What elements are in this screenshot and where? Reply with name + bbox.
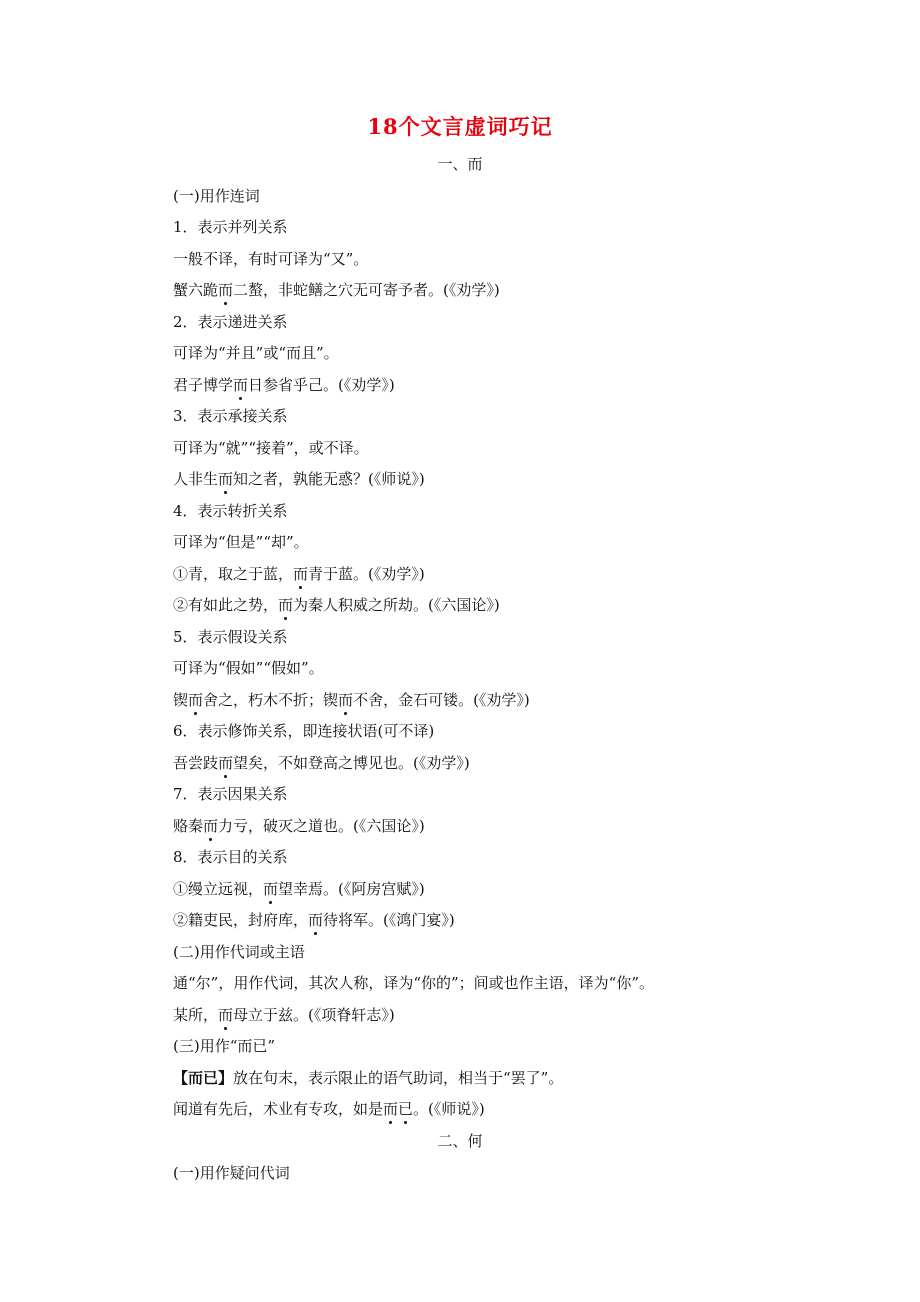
text-segment: 不舍，金石可镂。(《劝学》) (353, 691, 530, 709)
explanation: 可译为“就”“接着”，或不译。 (173, 439, 369, 457)
item-heading: 1．表示并列关系 (173, 218, 288, 236)
text-segment: ①缦立远视， (173, 880, 264, 898)
emphasized-char: 而 (188, 691, 204, 709)
text-segment: 舍之，朽木不折；锲 (203, 691, 339, 709)
text-segment: 某所， (173, 1006, 219, 1024)
emphasized-char: 而 (203, 817, 219, 835)
example-line (173, 878, 903, 900)
item-heading: 3．表示承接关系 (173, 407, 288, 425)
text-segment: 蟹六跪 (173, 281, 219, 299)
text-segment: 知之者，孰能无惑？(《师说》) (233, 470, 425, 488)
text-segment: 日参省乎己。(《劝学》) (248, 376, 395, 394)
text-segment: 为秦人积威之所劫。(《六国论》) (293, 596, 500, 614)
example-line (173, 594, 903, 616)
emphasized-char: 而 (218, 754, 234, 772)
text-segment: 。(《师说》) (413, 1100, 485, 1118)
item-heading: 2．表示递进关系 (173, 313, 288, 331)
subheading: (三)用作“而已” (173, 1037, 276, 1055)
example-line (173, 279, 903, 301)
text-segment: ②籍吏民，封府库， (173, 911, 309, 929)
item-heading: 8．表示目的关系 (173, 848, 288, 866)
text-segment: 力亏，破灭之道也。(《六国论》) (218, 817, 425, 835)
subheading: (一)用作连词 (173, 187, 260, 205)
text-segment: ②有如此之势， (173, 596, 279, 614)
text-segment: 锲 (173, 691, 189, 709)
example-line (173, 563, 903, 585)
explanation: 通“尔”，用作代词，其次人称，译为“你的”；间或也作主语，译为“你”。 (173, 974, 655, 992)
example-line (173, 1098, 903, 1120)
example-line (173, 752, 903, 774)
text-segment: 望矣，不如登高之博见也。(《劝学》) (233, 754, 470, 772)
emphasized-char: 而 (293, 565, 309, 583)
emphasized-char: 而 (218, 470, 234, 488)
explanation (173, 1067, 903, 1089)
explanation: 可译为“但是”“却”。 (173, 533, 309, 551)
text-segment: 赂秦 (173, 817, 204, 835)
emphasized-char: 而 (233, 376, 249, 394)
section-heading-er: 一、而 (437, 155, 483, 173)
example-line (173, 374, 903, 396)
text-segment: 闻道有先后，术业有专攻，如是 (173, 1100, 384, 1118)
text-segment: ①青，取之于蓝， (173, 565, 294, 583)
text-segment: 青于蓝。(《劝学》) (308, 565, 425, 583)
emphasized-char: 已 (398, 1100, 414, 1118)
text-segment: 母立于兹。(《项脊轩志》) (233, 1006, 395, 1024)
emphasized-char: 而 (218, 1006, 234, 1024)
item-heading: 6．表示修饰关系，即连接状语(可不译) (173, 722, 435, 740)
example-line (173, 689, 903, 711)
text-segment: 吾尝跂 (173, 754, 219, 772)
emphasized-char: 而 (308, 911, 324, 929)
subheading: (二)用作代词或主语 (173, 943, 305, 961)
section-heading-he: 二、何 (437, 1132, 483, 1150)
text-segment: 望幸焉。(《阿房宫赋》) (278, 880, 425, 898)
text-segment: 君子博学 (173, 376, 234, 394)
document-title: 18个文言虚词巧记 (367, 114, 553, 139)
text-segment: 二螯，非蛇鳝之穴无可寄予者。(《劝学》) (233, 281, 500, 299)
subheading: (一)用作疑问代词 (173, 1164, 290, 1182)
emphasized-char: 而 (383, 1100, 399, 1118)
emphasized-char: 而 (218, 281, 234, 299)
explanation: 可译为“假如”“假如”。 (173, 659, 324, 677)
term-label: 【而已】 (173, 1069, 234, 1087)
explanation: 可译为“并且”或“而且”。 (173, 344, 339, 362)
emphasized-char: 而 (263, 880, 279, 898)
text-segment: 待将军。(《鸿门宴》) (323, 911, 455, 929)
item-heading: 4．表示转折关系 (173, 502, 288, 520)
emphasized-char: 而 (278, 596, 294, 614)
explanation: 一般不译，有时可译为“又”。 (173, 250, 369, 268)
item-heading: 7．表示因果关系 (173, 785, 288, 803)
example-line (173, 468, 903, 490)
example-line (173, 909, 903, 931)
text-segment: 人非生 (173, 470, 219, 488)
example-line (173, 815, 903, 837)
example-line (173, 1004, 903, 1026)
emphasized-char: 而 (338, 691, 354, 709)
item-heading: 5．表示假设关系 (173, 628, 288, 646)
text-segment: 放在句末，表示限止的语气助词，相当于“罢了”。 (233, 1069, 564, 1087)
